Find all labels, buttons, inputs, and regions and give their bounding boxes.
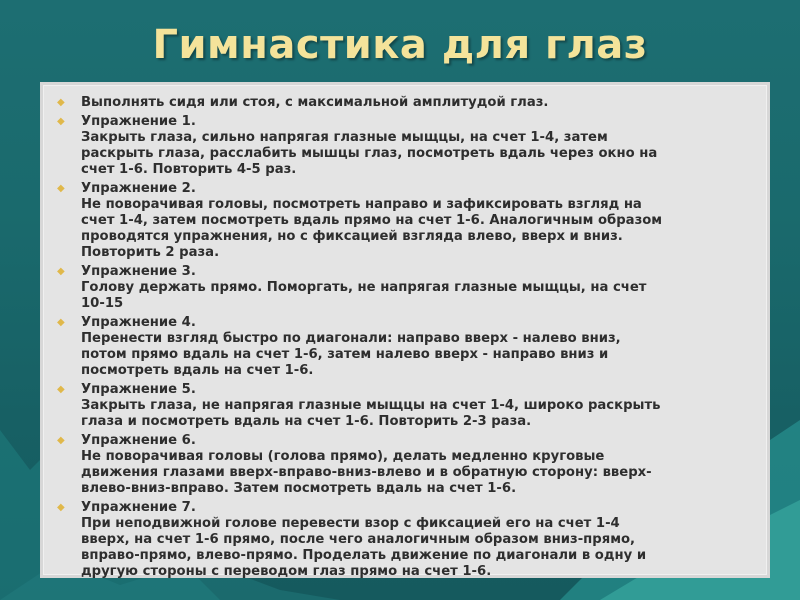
item-text-line: влево-вниз-вправо. Затем посмотреть вдаль на счет 1-6. — [81, 481, 517, 496]
item-text-line: Не поворачивая головы, посмотреть направо и зафиксировать взгляд на — [81, 197, 642, 212]
diamond-bullet-icon: ◆ — [57, 97, 65, 108]
item-text-line: При неподвижной голове перевести взор с фиксацией его на счет 1-4 — [81, 516, 620, 531]
list-item — [55, 500, 755, 580]
list-item — [55, 181, 755, 261]
item-heading: Упражнение 5. — [81, 382, 196, 397]
item-text-line: другую стороны с переводом глаз прямо на счет 1-6. — [81, 564, 492, 579]
item-text-line: потом прямо вдаль на счет 1-6, затем налево вверх - направо вниз и — [81, 347, 609, 362]
diamond-bullet-icon: ◆ — [57, 317, 65, 328]
item-text-line: посмотреть вдаль на счет 1-6. — [81, 363, 314, 378]
item-text-line: вверх, на счет 1-6 прямо, после чего аналогичным образом вниз-прямо, — [81, 532, 636, 547]
item-heading: Упражнение 7. — [81, 500, 196, 515]
list-item — [55, 95, 755, 111]
diamond-bullet-icon: ◆ — [57, 266, 65, 277]
item-heading: Упражнение 2. — [81, 181, 196, 196]
item-text-line: проводятся упражнения, но с фиксацией взгляда влево, вверх и вниз. — [81, 229, 623, 244]
diamond-bullet-icon: ◆ — [57, 116, 65, 127]
item-heading: Упражнение 4. — [81, 315, 196, 330]
instruction-list — [43, 85, 767, 580]
list-item — [55, 382, 755, 430]
slide-title: Гимнастика для глаз — [152, 22, 648, 68]
item-heading: Упражнение 3. — [81, 264, 196, 279]
item-text-line: Закрыть глаза, не напрягая глазные мыщцы на счет 1-4, широко раскрыть — [81, 398, 661, 413]
item-heading: Упражнение 6. — [81, 433, 196, 448]
list-item — [55, 433, 755, 497]
item-text-line: счет 1-6. Повторить 4-5 раз. — [81, 162, 297, 177]
item-text-line: Голову держать прямо. Поморгать, не напрягая глазные мыщцы, на счет — [81, 280, 647, 295]
list-item — [55, 315, 755, 379]
item-heading: Упражнение 1. — [81, 114, 196, 129]
item-text-line: вправо-прямо, влево-прямо. Проделать движение по диагонали в одну и — [81, 548, 647, 563]
content-panel — [40, 82, 770, 578]
diamond-bullet-icon: ◆ — [57, 502, 65, 513]
item-text-line: движения глазами вверх-вправо-вниз-влево и в обратную сторону: вверх- — [81, 465, 652, 480]
item-text-line: глаза и посмотреть вдаль на счет 1-6. Повторить 2-3 раза. — [81, 414, 532, 429]
item-text-line: Перенести взгляд быстро по диагонали: направо вверх - налево вниз, — [81, 331, 621, 346]
item-text-line: раскрыть глаза, расслабить мышцы глаз, посмотреть вдаль через окно на — [81, 146, 658, 161]
list-item — [55, 114, 755, 178]
diamond-bullet-icon: ◆ — [57, 435, 65, 446]
diamond-bullet-icon: ◆ — [57, 183, 65, 194]
item-text-line: 10-15 — [81, 296, 124, 311]
item-text-line: счет 1-4, затем посмотреть вдаль прямо на счет 1-6. Аналогичным образом — [81, 213, 663, 228]
item-text-line: Закрыть глаза, сильно напрягая глазные мыщцы, на счет 1-4, затем — [81, 130, 608, 145]
list-item — [55, 264, 755, 312]
item-text-line: Повторить 2 раза. — [81, 245, 220, 260]
item-text-line: Не поворачивая головы (голова прямо), делать медленно круговые — [81, 449, 605, 464]
diamond-bullet-icon: ◆ — [57, 384, 65, 395]
item-heading: Выполнять сидя или стоя, с максимальной амплитудой глаз. — [81, 95, 549, 110]
